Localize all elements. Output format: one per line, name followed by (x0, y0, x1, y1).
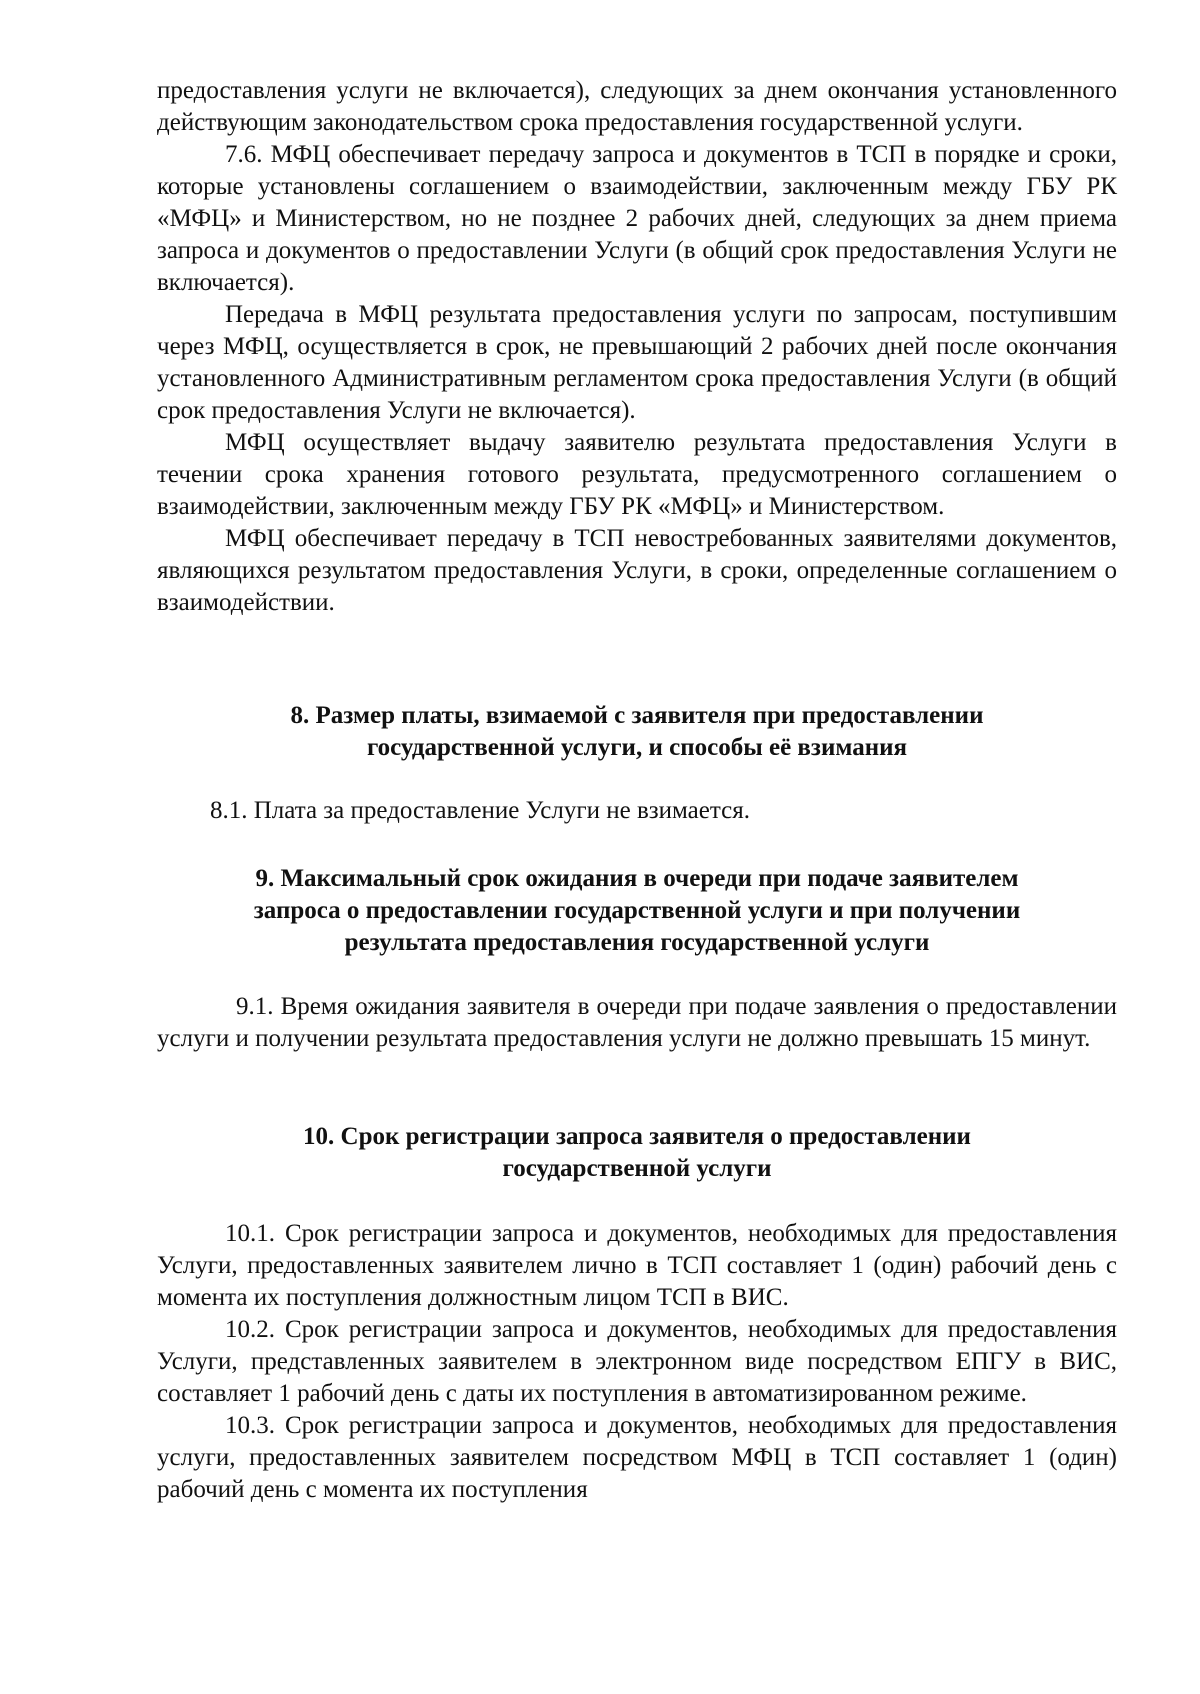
section-9-heading-line-1: 9. Максимальный срок ожидания в очереди при подаче заявителем (255, 865, 1019, 892)
top-text-block (157, 75, 1117, 619)
paragraph-8-1: 8.1. Плата за предоставление Услуги не взимается. (210, 797, 750, 824)
section-8-body (157, 795, 1117, 827)
section-8-heading-line-1: 8. Размер платы, взимаемой с заявителя при предоставлении (290, 702, 984, 729)
paragraph-continuation: предоставления услуги не включается), следующих за днем окончания установленного действующим законодательством срока предоставления государственной услуги. (157, 77, 1117, 136)
section-9-heading (157, 863, 1117, 959)
paragraph-7-6: 7.6. МФЦ обеспечивает передачу запроса и документов в ТСП в порядке и сроки, которые установлены соглашением о взаимодействии, заключенным между ГБУ РК «МФЦ» и Министерством, но не позднее 2 рабочих дней, следующих за днем приема запроса и документов о предоставлении Услуги (в общий срок предоставления Услуги не включается). (157, 141, 1117, 296)
paragraph-result-issue: МФЦ осуществляет выдачу заявителю результата предоставления Услуги в течении срока хранения готового результата, предусмотренного соглашением о взаимодействии, заключенным между ГБУ РК «МФЦ» и Министерством. (157, 429, 1117, 520)
section-9-body (157, 991, 1117, 1055)
section-8-heading (157, 700, 1117, 764)
section-9-heading-line-3: результата предоставления государственной услуги (344, 929, 930, 956)
paragraph-9-1: 9.1. Время ожидания заявителя в очереди при подаче заявления о предоставлении услуги и получении результата предоставления услуги не должно превышать 15 минут. (157, 993, 1117, 1052)
section-10-heading (157, 1121, 1117, 1185)
paragraph-10-2: 10.2. Срок регистрации запроса и документов, необходимых для предоставления Услуги, представленных заявителем в электронном виде посредством ЕПГУ в ВИС, составляет 1 рабочий день с даты их поступления в автоматизированном режиме. (157, 1316, 1117, 1407)
paragraph-result-transfer: Передача в МФЦ результата предоставления услуги по запросам, поступившим через МФЦ, осуществляется в срок, не превышающий 2 рабочих дней после окончания установленного Административным регламентом срока предоставления Услуги (в общий срок предоставления Услуги не включается). (157, 301, 1117, 424)
paragraph-10-3: 10.3. Срок регистрации запроса и документов, необходимых для предоставления услуги, предоставленных заявителем посредством МФЦ в ТСП составляет 1 (один) рабочий день с момента их поступления (157, 1412, 1117, 1503)
paragraph-10-1: 10.1. Срок регистрации запроса и документов, необходимых для предоставления Услуги, предоставленных заявителем лично в ТСП составляет 1 (один) рабочий день с момента их поступления должностным лицом ТСП в ВИС. (157, 1220, 1117, 1311)
section-9-heading-line-2: запроса о предоставлении государственной услуги и при получении (253, 897, 1021, 924)
section-10-heading-line-1: 10. Срок регистрации запроса заявителя о предоставлении (303, 1123, 971, 1150)
section-10-heading-line-2: государственной услуги (502, 1155, 772, 1182)
paragraph-unclaimed-documents: МФЦ обеспечивает передачу в ТСП невостребованных заявителями документов, являющихся результатом предоставления Услуги, в сроки, определенные соглашением о взаимодействии. (157, 525, 1117, 616)
section-8-heading-line-2: государственной услуги, и способы её взимания (366, 734, 908, 761)
section-10-body (157, 1218, 1117, 1506)
